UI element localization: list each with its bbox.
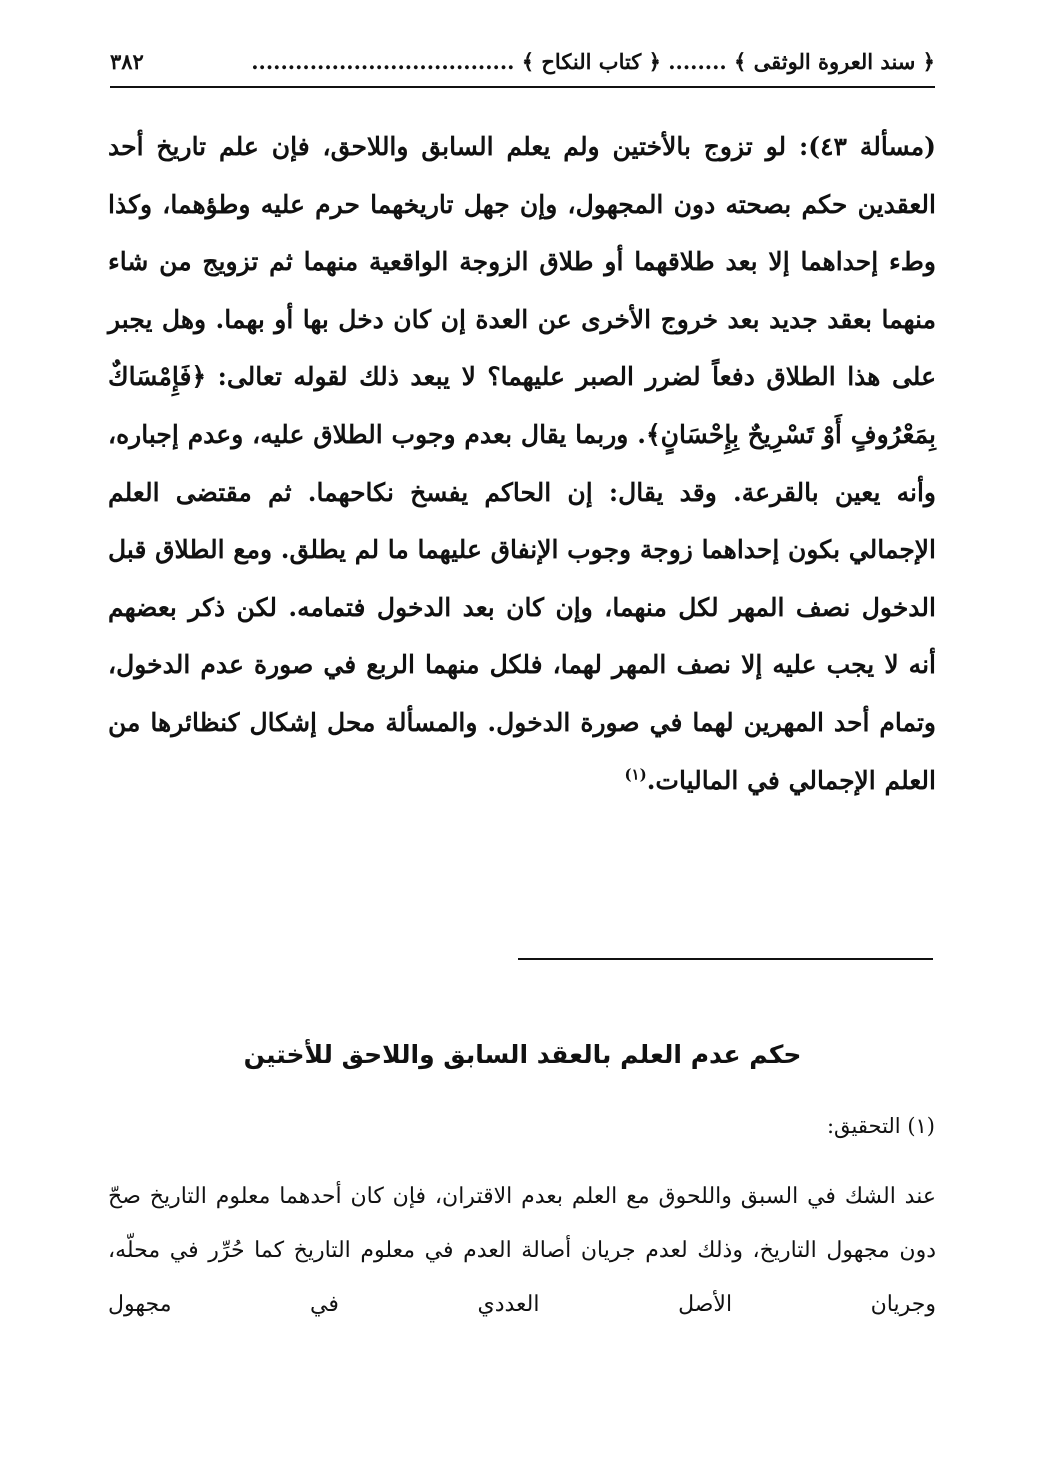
footnote-separator xyxy=(518,958,933,960)
page-number: ٣٨٢ xyxy=(110,48,144,74)
footnote-text: عند الشك في السبق واللحوق مع العلم بعدم الاقتران، فإن كان أحدهما معلوم التاريخ صحّ دون مجهول التاريخ، وذلك لعدم جريان أصالة العدم في معلوم التاريخ كما حُرِّر في محلّه، وجريان الأصل العددي في مجهول xyxy=(108,1184,936,1317)
header-rule xyxy=(110,86,935,88)
main-paragraph xyxy=(108,118,936,809)
running-title: ﴿ سند العروة الوثقى ﴾ ........ ﴿ كتاب النكاح ﴾ .................................... xyxy=(251,48,935,74)
section-heading: حكم عدم العلم بالعقد السابق واللاحق للأختين xyxy=(243,1040,802,1069)
running-header xyxy=(110,36,935,86)
footnote-reference: (١) xyxy=(624,765,647,784)
footnote-label: (١) التحقيق: xyxy=(826,1114,935,1138)
main-paragraph-text: (مسألة ٤٣): لو تزوج بالأختين ولم يعلم السابق واللاحق، فإن علم تاريخ أحد العقدين حكم بصحته دون المجهول، وإن جهل تاريخهما حرم عليه وطؤهما، وكذا وطء إحداهما إلا بعد طلاقهما أو طلاق الزوجة الواقعية منهما ثم تزويج من شاء منهما بعقد جديد بعد خروج الأخرى عن العدة إن كان دخل بها أو بهما. وهل يجبر على هذا الطلاق دفعاً لضرر الصبر عليهما؟ لا يبعد ذلك لقوله تعالى: ﴿فَإِمْسَاكٌ بِمَعْرُوفٍ أَوْ تَسْرِيحٌ بِإِحْسَانٍ﴾. وربما يقال بعدم وجوب الطلاق عليه، وعدم إجباره، وأنه يعين بالقرعة. وقد يقال: إن الحاكم يفسخ نكاحهما. ثم مقتضى العلم الإجمالي بكون إحداهما زوجة وجوب الإنفاق عليهما ما لم يطلق. ومع الطلاق قبل الدخول نصف المهر لكل منهما، وإن كان بعد الدخول فتمامه. لكن ذكر بعضهم أنه لا يجب عليه إلا نصف المهر لهما، فلكل منهما الربع في صورة عدم الدخول، وتمام أحد المهرين لهما في صورة الدخول. والمسألة محل إشكال كنظائرها من العلم الإجمالي في الماليات. xyxy=(108,132,936,795)
